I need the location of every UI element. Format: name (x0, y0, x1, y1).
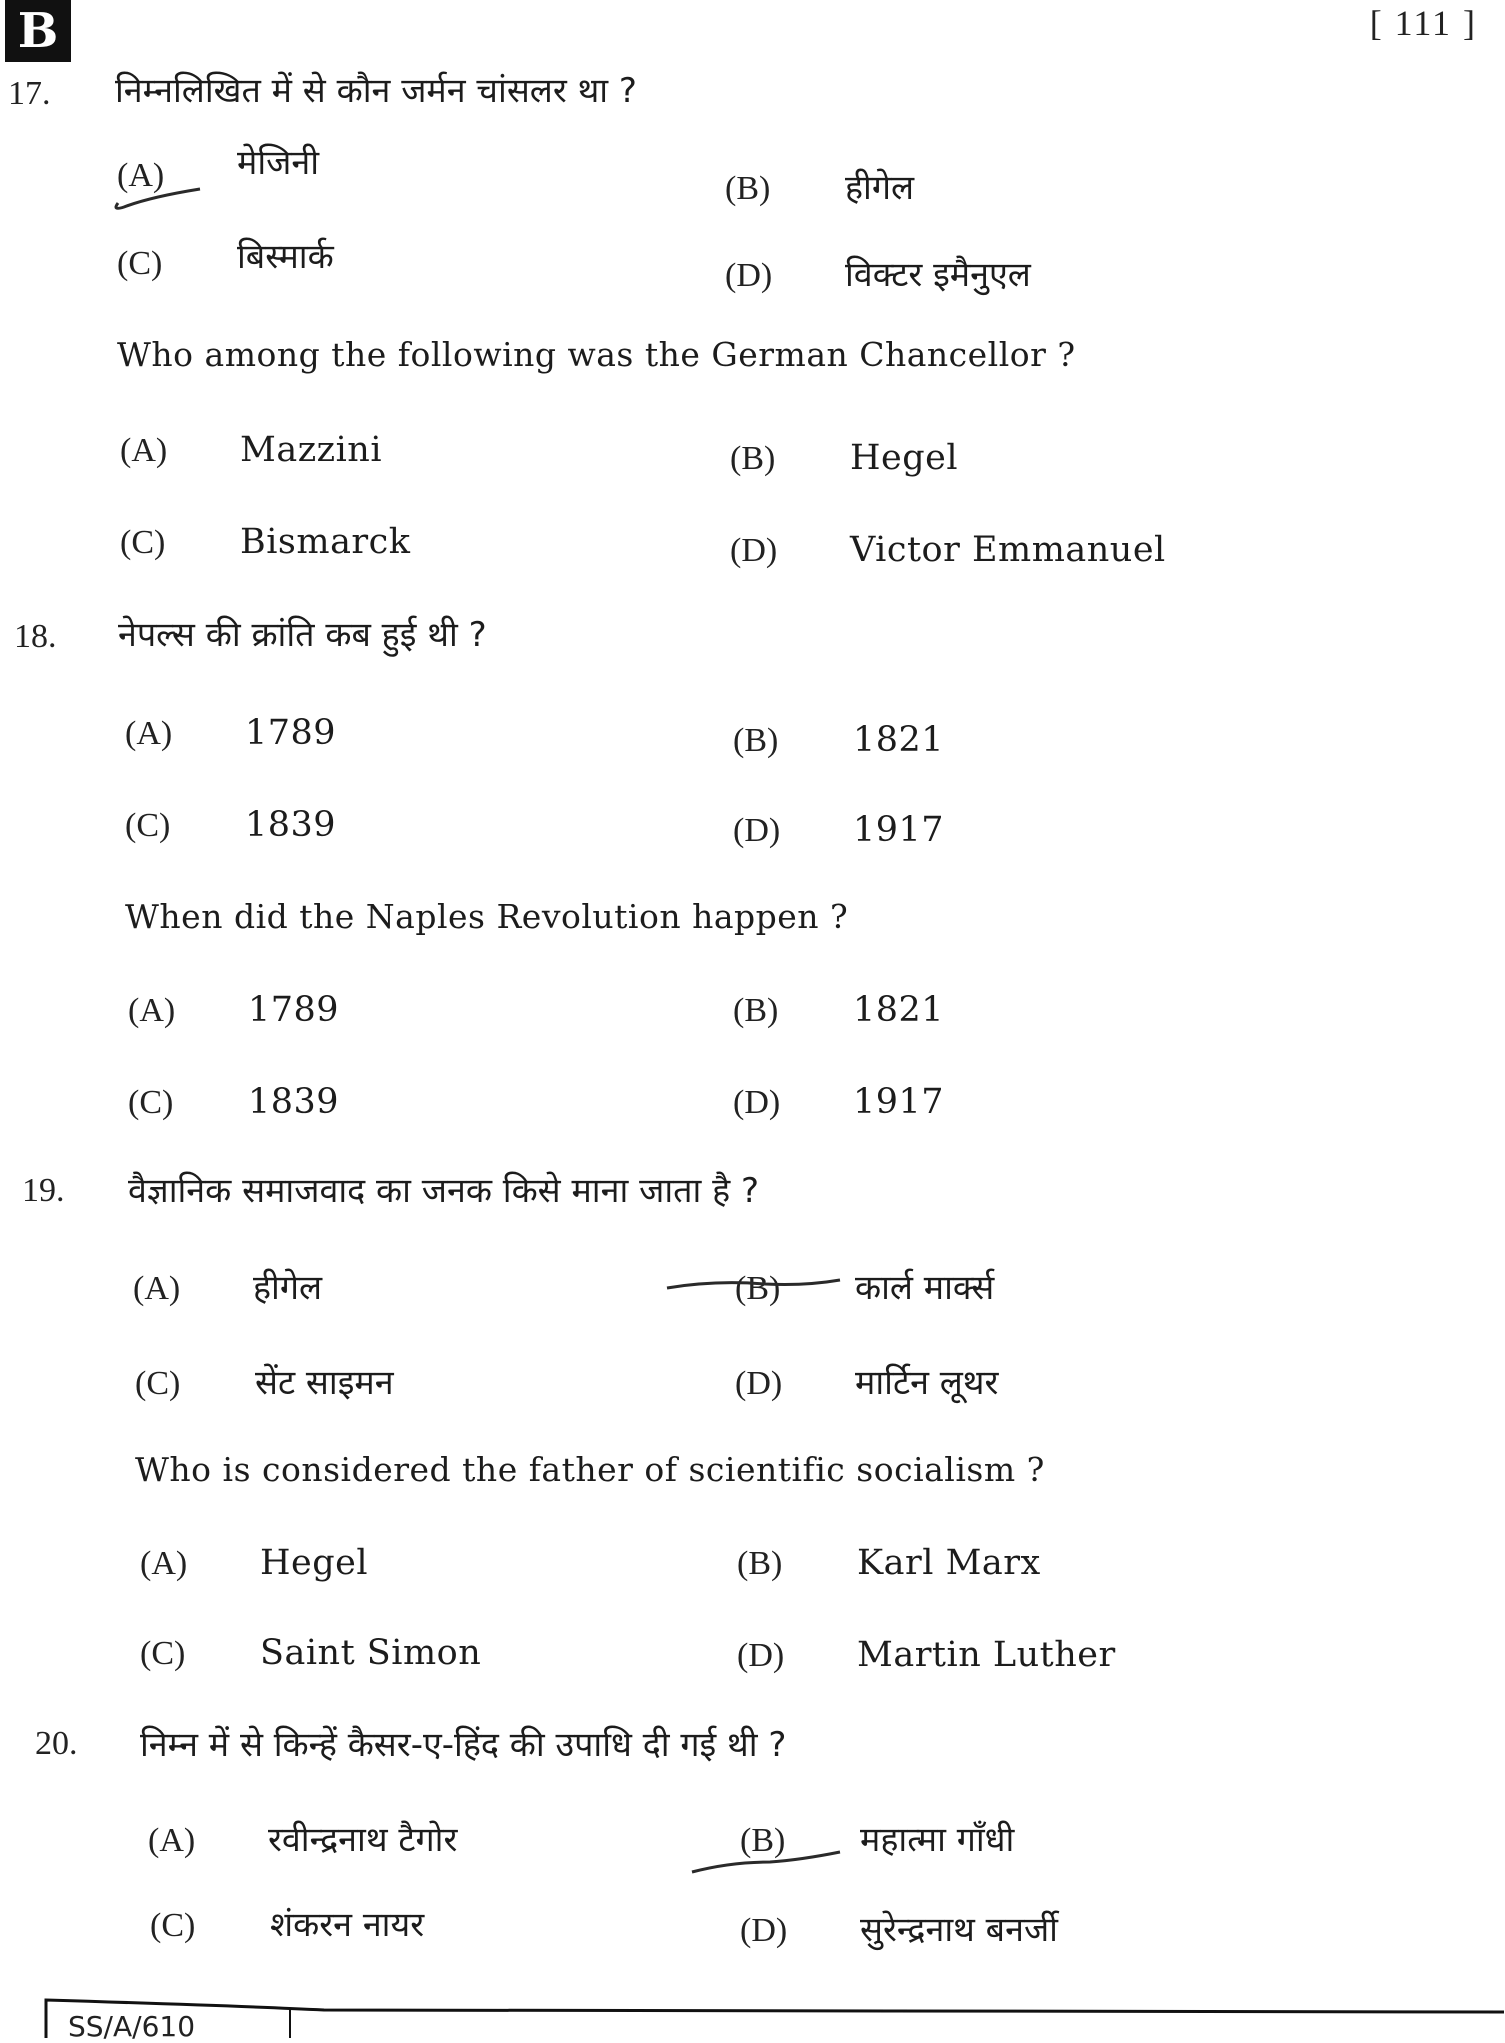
option-b-hindi[interactable] (725, 163, 914, 209)
option-letter: (A) (117, 157, 165, 194)
option-a-english[interactable] (128, 990, 339, 1030)
option-letter: (A) (140, 1545, 188, 1582)
option-letter: (D) (740, 1912, 788, 1949)
option-a-english[interactable] (120, 430, 382, 470)
option-text: 1821 (853, 720, 945, 760)
option-letter: (A) (128, 992, 176, 1029)
option-text: Martin Luther (857, 1635, 1116, 1675)
option-text: महात्मा गाँधी (860, 1820, 1015, 1860)
option-letter: (B) (735, 1270, 781, 1307)
option-letter: (A) (133, 1270, 181, 1307)
option-c-english[interactable] (140, 1633, 481, 1673)
option-letter: (C) (125, 807, 171, 844)
option-letter: (D) (725, 257, 773, 294)
question-text-hindi: नेपल्स की क्रांति कब हुई थी ? (118, 615, 487, 655)
option-c-hindi[interactable] (135, 1358, 394, 1404)
option-text: कार्ल मार्क्स (855, 1268, 995, 1308)
option-letter: (B) (730, 440, 776, 477)
option-letter: (C) (140, 1635, 186, 1672)
question-number: 18. (14, 618, 57, 655)
option-c-hindi[interactable] (117, 238, 334, 284)
question-text-english: When did the Naples Revolution happen ? (125, 897, 849, 936)
option-d-english[interactable] (730, 530, 1166, 570)
option-a-hindi[interactable] (125, 713, 336, 753)
option-d-hindi[interactable] (740, 1905, 1058, 1951)
option-d-hindi[interactable] (733, 810, 944, 850)
option-letter: (C) (120, 524, 166, 561)
option-a-hindi[interactable] (117, 143, 320, 196)
option-letter: (B) (740, 1822, 786, 1859)
option-text: 1917 (853, 810, 945, 850)
option-text: Hegel (260, 1543, 369, 1583)
option-letter: (A) (125, 715, 173, 752)
option-letter: (B) (725, 170, 771, 207)
option-letter: (D) (737, 1637, 785, 1674)
option-c-hindi[interactable] (150, 1900, 424, 1946)
option-text: विक्टर इमैनुएल (845, 255, 1031, 295)
option-letter: (D) (733, 1084, 781, 1121)
option-text: शंकरन नायर (270, 1905, 425, 1945)
option-text: 1789 (245, 713, 337, 753)
option-letter: (D) (730, 532, 778, 569)
option-text: सुरेन्द्रनाथ बनर्जी (860, 1910, 1058, 1950)
option-letter: (A) (120, 432, 168, 469)
question-text-hindi: निम्न में से किन्हें कैसर-ए-हिंद की उपाधि दी गई थी ? (140, 1725, 787, 1765)
option-letter: (C) (128, 1084, 174, 1121)
option-letter: (C) (117, 245, 163, 282)
option-b-hindi[interactable] (733, 720, 944, 760)
question-text-hindi: निम्नलिखित में से कौन जर्मन चांसलर था ? (115, 71, 637, 111)
option-text: Saint Simon (260, 1633, 482, 1673)
option-text: 1917 (853, 1082, 945, 1122)
option-letter: (D) (733, 812, 781, 849)
option-letter: (A) (148, 1822, 196, 1859)
option-letter: (C) (135, 1365, 181, 1402)
option-letter: (C) (150, 1907, 196, 1944)
set-badge: B (5, 0, 71, 62)
option-text: Hegel (850, 438, 959, 478)
option-d-english[interactable] (737, 1635, 1116, 1675)
option-text: 1821 (853, 990, 945, 1030)
footer-box (44, 1998, 1504, 2038)
option-text: 1839 (245, 805, 337, 845)
option-letter: (B) (737, 1545, 783, 1582)
option-a-hindi[interactable] (133, 1263, 322, 1309)
option-text: 1789 (248, 990, 340, 1030)
option-text: Mazzini (240, 430, 383, 470)
option-text: Karl Marx (857, 1543, 1041, 1583)
option-b-hindi[interactable] (735, 1263, 994, 1309)
option-b-english[interactable] (730, 438, 958, 478)
paper-code: SS/A/610 (68, 2010, 196, 2043)
option-text: बिस्मार्क (237, 237, 334, 277)
option-c-english[interactable] (120, 522, 410, 562)
option-text: Victor Emmanuel (850, 530, 1166, 570)
question-text-hindi: वैज्ञानिक समाजवाद का जनक किसे माना जाता है ? (128, 1171, 760, 1211)
option-b-english[interactable] (737, 1543, 1041, 1583)
option-text: 1839 (248, 1082, 340, 1122)
option-d-hindi[interactable] (735, 1358, 998, 1404)
question-number: 20. (35, 1725, 78, 1762)
question-number: 17. (8, 75, 51, 112)
option-b-english[interactable] (733, 990, 944, 1030)
option-letter: (B) (733, 992, 779, 1029)
option-text: मार्टिन लूथर (855, 1363, 999, 1403)
option-letter: (D) (735, 1365, 783, 1402)
question-text-english: Who among the following was the German Chancellor ? (117, 335, 1076, 374)
option-a-hindi[interactable] (148, 1815, 457, 1861)
option-text: मेजिनी (237, 143, 320, 183)
option-c-hindi[interactable] (125, 805, 336, 845)
option-letter: (B) (733, 722, 779, 759)
page-number: [ 111 ] (1369, 3, 1477, 43)
question-text-english: Who is considered the father of scientific socialism ? (135, 1450, 1045, 1489)
option-d-english[interactable] (733, 1082, 944, 1122)
option-c-english[interactable] (128, 1082, 339, 1122)
option-text: रवीन्द्रनाथ टैगोर (268, 1820, 458, 1860)
option-b-hindi[interactable] (740, 1815, 1014, 1861)
question-number: 19. (22, 1172, 65, 1209)
option-a-english[interactable] (140, 1543, 368, 1583)
option-text: सेंट साइमन (255, 1363, 394, 1403)
option-text: हीगेल (253, 1268, 323, 1308)
option-text: Bismarck (240, 522, 411, 562)
option-text: हीगेल (845, 168, 915, 208)
option-d-hindi[interactable] (725, 250, 1031, 296)
